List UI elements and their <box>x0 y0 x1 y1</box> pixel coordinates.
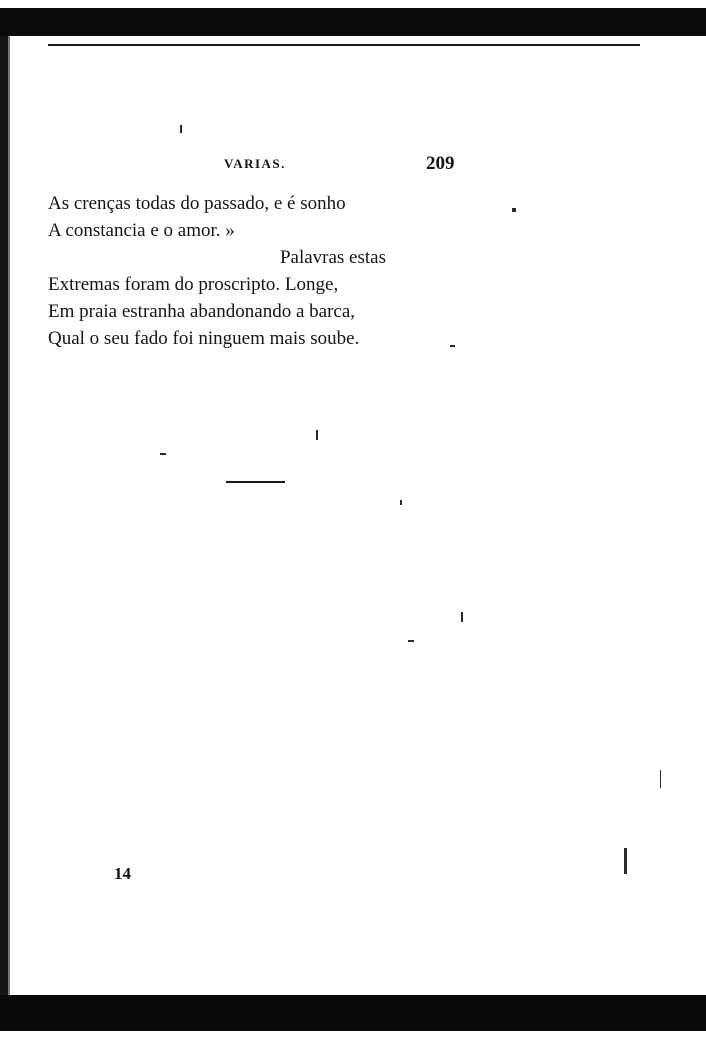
running-head: VARIAS. <box>224 156 286 171</box>
verse-line: Em praia estranha abandonando a barca, <box>48 301 356 322</box>
verse-line: As crenças todas do passado, e é sonho <box>48 193 346 214</box>
section-end-rule <box>226 481 285 483</box>
scan-speck <box>316 430 318 440</box>
verse-line: Qual o seu fado foi ninguem mais soube. <box>48 328 360 349</box>
scan-speck <box>180 125 182 133</box>
scan-speck <box>160 453 166 455</box>
scan-speck <box>512 208 516 212</box>
scan-left-border <box>0 36 8 996</box>
scan-bottom-border <box>0 995 706 1031</box>
page-number: 209 <box>426 153 455 174</box>
binding-gutter <box>8 36 10 996</box>
scan-top-border <box>0 8 706 36</box>
scan-speck <box>400 500 402 505</box>
scan-speck <box>461 612 463 622</box>
scan-bottom-margin <box>0 1031 706 1044</box>
scan-speck <box>624 848 627 874</box>
scan-speck <box>450 345 455 347</box>
verse-line: A constancia e o amor. » <box>48 220 235 241</box>
scan-speck <box>660 770 661 788</box>
scan-speck <box>408 640 414 642</box>
signature-mark: 14 <box>114 864 131 883</box>
verse-line: Extremas foram do proscripto. Longe, <box>48 274 339 295</box>
verse-line: Palavras estas <box>279 247 386 268</box>
header-rule <box>48 44 640 46</box>
